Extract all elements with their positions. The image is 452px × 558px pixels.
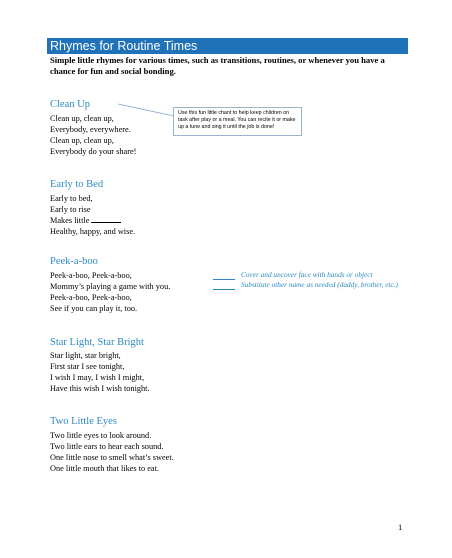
- peek-a-boo-notes: [213, 270, 398, 290]
- rhyme-line: Two little eyes to look around.: [50, 431, 152, 440]
- fill-in-blank: [91, 215, 121, 223]
- note-row: Cover and uncover face with hands or object: [213, 270, 398, 280]
- rhyme-line: Peek-a-boo, Peek-a-boo,: [50, 293, 132, 302]
- rhyme-line: Star light, star bright,: [50, 351, 121, 360]
- rhyme-line: Everybody do your share!: [50, 147, 137, 156]
- rhyme-line: Early to bed,: [50, 194, 93, 203]
- rhyme-line: One little mouth that likes to eat.: [50, 464, 159, 473]
- note-row: Substitute other name as needed (daddy, brother, etc.): [213, 280, 398, 290]
- rhyme-early-to-bed: [50, 193, 135, 237]
- rhyme-line: Healthy, happy, and wise.: [50, 227, 136, 236]
- rhyme-line: Peek-a-boo, Peek-a-boo,: [50, 271, 132, 280]
- rhyme-line: Early to rise: [50, 205, 91, 214]
- rhyme-line: Mommy’s playing a game with you.: [50, 282, 171, 291]
- rhyme-line: Two little ears to hear each sound.: [50, 442, 164, 451]
- heading-star-light: Star Light, Star Bright: [50, 337, 144, 348]
- intro-text: Simple little rhymes for various times, such as transitions, routines, or whenever you have a chance for fun and social bonding.: [50, 55, 385, 76]
- note-blank: [213, 282, 235, 290]
- rhyme-clean-up: [50, 113, 136, 157]
- heading-two-little-eyes: Two Little Eyes: [50, 416, 117, 427]
- rhyme-line: Makes little: [50, 215, 135, 226]
- page-title: Rhymes for Routine Times: [47, 38, 408, 54]
- rhyme-star-light: [50, 350, 150, 394]
- heading-clean-up: Clean Up: [50, 99, 90, 110]
- heading-early-to-bed: Early to Bed: [50, 179, 104, 190]
- rhyme-line: Everybody, everywhere.: [50, 125, 131, 134]
- callout-box: Use this fun little chant to help keep children on task after play or a meal. You can recite it or make up a tune and sing it until the job is done!: [173, 107, 302, 136]
- rhyme-line: One little nose to smell what’s sweet.: [50, 453, 174, 462]
- rhyme-line: I wish I may, I wish I might,: [50, 373, 145, 382]
- rhyme-two-little-eyes: [50, 430, 174, 474]
- rhyme-line: First star I see tonight,: [50, 362, 125, 371]
- rhyme-peek-a-boo: [50, 270, 170, 314]
- heading-peek-a-boo: Peek-a-boo: [50, 256, 98, 267]
- note-blank: [213, 272, 235, 280]
- page-number: 1: [398, 522, 403, 532]
- rhyme-line: Clean up, clean up,: [50, 114, 114, 123]
- rhyme-line: See if you can play it, too.: [50, 304, 138, 313]
- rhyme-line: Have this wish I wish tonight.: [50, 384, 150, 393]
- rhyme-line: Clean up, clean up,: [50, 136, 114, 145]
